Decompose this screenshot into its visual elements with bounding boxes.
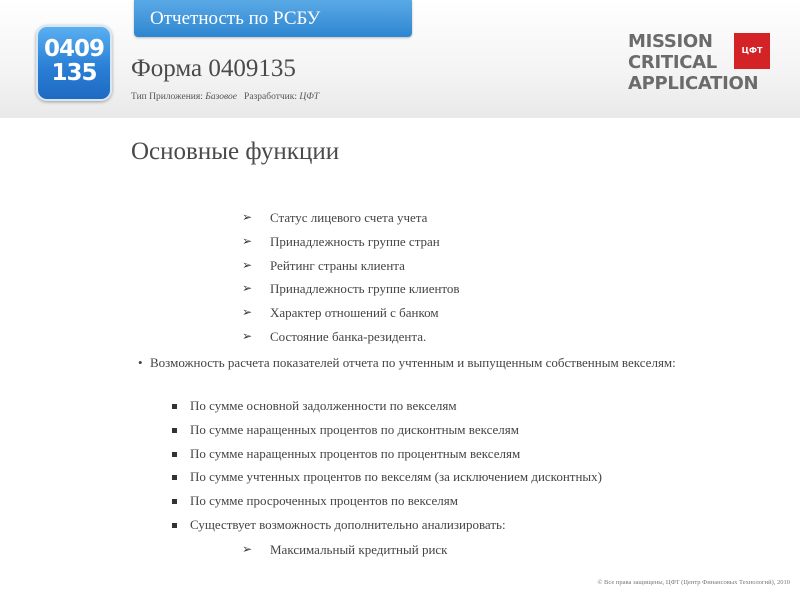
list-item-text: Характер отношений с банком [270,305,439,321]
logo-line-2: CRITICAL [628,52,717,73]
square-list [190,397,602,540]
arrow-list [242,209,460,352]
list-item [242,257,460,281]
list-item-text: Рейтинг страны клиента [270,257,405,273]
logo-line-3: APPLICATION [628,73,759,94]
list-item-text: По сумме наращенных процентов по дисконтным векселям [190,421,519,437]
app-type-value: Базовое [205,92,237,102]
mission-critical-logo [628,31,778,94]
section-title: Основные функции [131,138,340,165]
square-bullet-icon [172,523,177,528]
round-bullet-icon: • [138,355,143,370]
arrow-bullet-icon: ➢ [242,233,253,248]
list-item [190,492,602,516]
list-item-text: По сумме наращенных процентов по процентным векселям [190,445,521,461]
list-item-text: Состояние банка-резидента. [270,328,427,344]
square-bullet-icon [172,428,177,433]
square-bullet-icon [172,475,177,480]
app-meta [131,92,319,102]
form-title: Форма 0409135 [131,55,296,82]
list-item-text: Статус лицевого счета учета [270,210,428,225]
list-item [242,209,460,233]
arrow-bullet-icon: ➢ [242,257,253,272]
app-type-label: Тип Приложения: [131,92,203,102]
list-item-text: По сумме учтенных процентов по векселям (за исключением дисконтных) [190,469,602,485]
list-item-text: По сумме основной задолженности по векселям [190,398,457,413]
list-item-text: Существует возможность дополнительно анализировать: [190,516,506,532]
list-item [190,468,602,492]
list-item [242,328,460,352]
list-item [190,421,602,445]
list-item-text: По сумме просроченных процентов по векселям [190,493,458,509]
arrow-bullet-icon: ➢ [242,281,253,296]
square-bullet-icon [172,404,177,409]
copyright-footer: © Все права защищены, ЦФТ (Центр Финансовых Технологий), 2010 [597,579,790,586]
list-item [190,445,602,469]
arrow-bullet-icon: ➢ [242,328,253,343]
section-tab[interactable]: Отчетность по РСБУ [134,0,412,37]
bills-calculation-paragraph [138,354,740,371]
list-item-text: Принадлежность группе клиентов [270,281,460,297]
developer-label: Разработчик: [244,92,297,102]
list-item-text: Максимальный кредитный риск [270,542,448,557]
arrow-bullet-icon: ➢ [242,210,253,224]
list-item [242,304,460,328]
square-bullet-icon [172,452,177,457]
list-item [242,233,460,257]
paragraph-text: Возможность расчета показателей отчета по учтенным и выпущенным собственным векселям: [150,355,676,370]
list-item-text: Принадлежность группе стран [270,233,440,249]
arrow-sublist [242,541,448,565]
list-item [190,397,602,421]
logo-line-1: MISSION [628,31,713,52]
arrow-bullet-icon: ➢ [242,305,253,320]
developer-value: ЦФТ [299,92,320,102]
list-item [190,516,602,540]
list-item [242,541,448,565]
square-bullet-icon [172,499,177,504]
arrow-bullet-icon: ➢ [242,542,253,556]
app-icon-line1: 0409 [43,36,104,62]
cft-logo-badge: ЦФТ [734,33,770,69]
list-item [242,280,460,304]
app-icon-line2: 135 [51,60,97,86]
form-0409135-app-icon [36,25,112,101]
